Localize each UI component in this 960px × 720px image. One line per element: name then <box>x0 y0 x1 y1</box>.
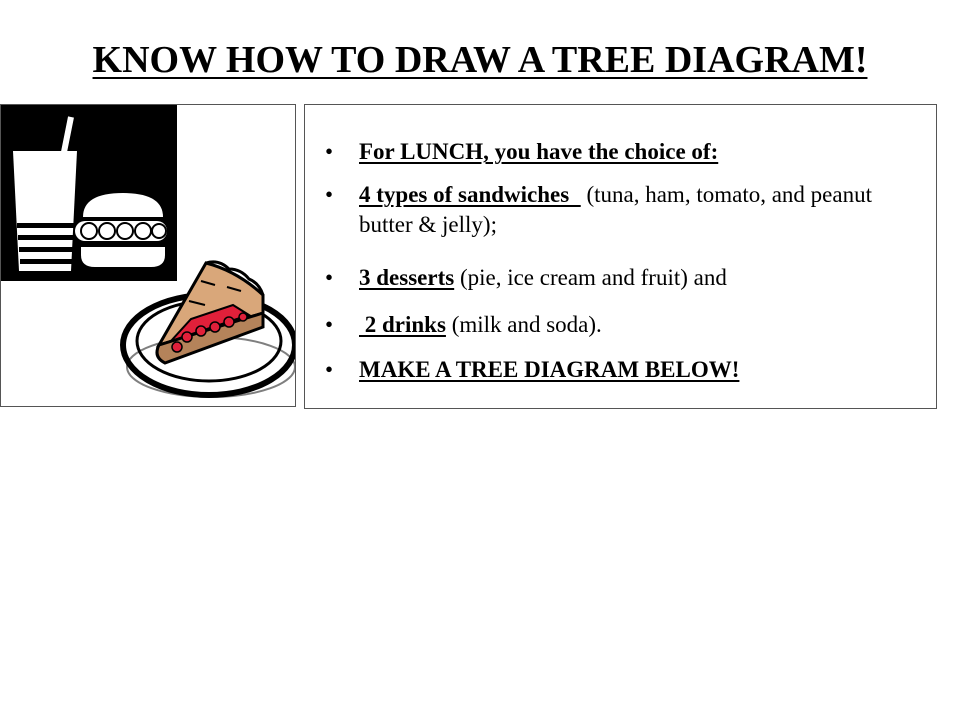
bullet-rest: (tuna, ham, tomato, and peanut butter & jelly); <box>359 182 878 237</box>
bullet-lead: For LUNCH, you have the choice of: <box>359 139 719 164</box>
bullet-rest: (milk and soda). <box>445 312 602 337</box>
lunch-choices-box <box>304 104 937 409</box>
slide-title: KNOW HOW TO DRAW A TREE DIAGRAM! <box>92 39 868 81</box>
hamburger-icon <box>75 193 167 267</box>
bullet-lead: 3 desserts <box>359 265 455 290</box>
bullet-glyph: • <box>325 357 334 382</box>
pie-slice-icon <box>123 262 295 397</box>
bullet-glyph: • <box>325 312 334 337</box>
bullet-glyph: • <box>325 139 334 164</box>
bullet-glyph: • <box>325 182 334 207</box>
bullet-lead: 2 drinks <box>359 312 446 337</box>
bullet-glyph: • <box>325 265 334 290</box>
bullet-lead: MAKE A TREE DIAGRAM BELOW! <box>359 357 740 382</box>
bullet-lead: 4 types of sandwiches <box>359 182 581 207</box>
lunch-clipart <box>0 104 296 407</box>
bullet-rest: (pie, ice cream and fruit) and <box>454 265 727 290</box>
